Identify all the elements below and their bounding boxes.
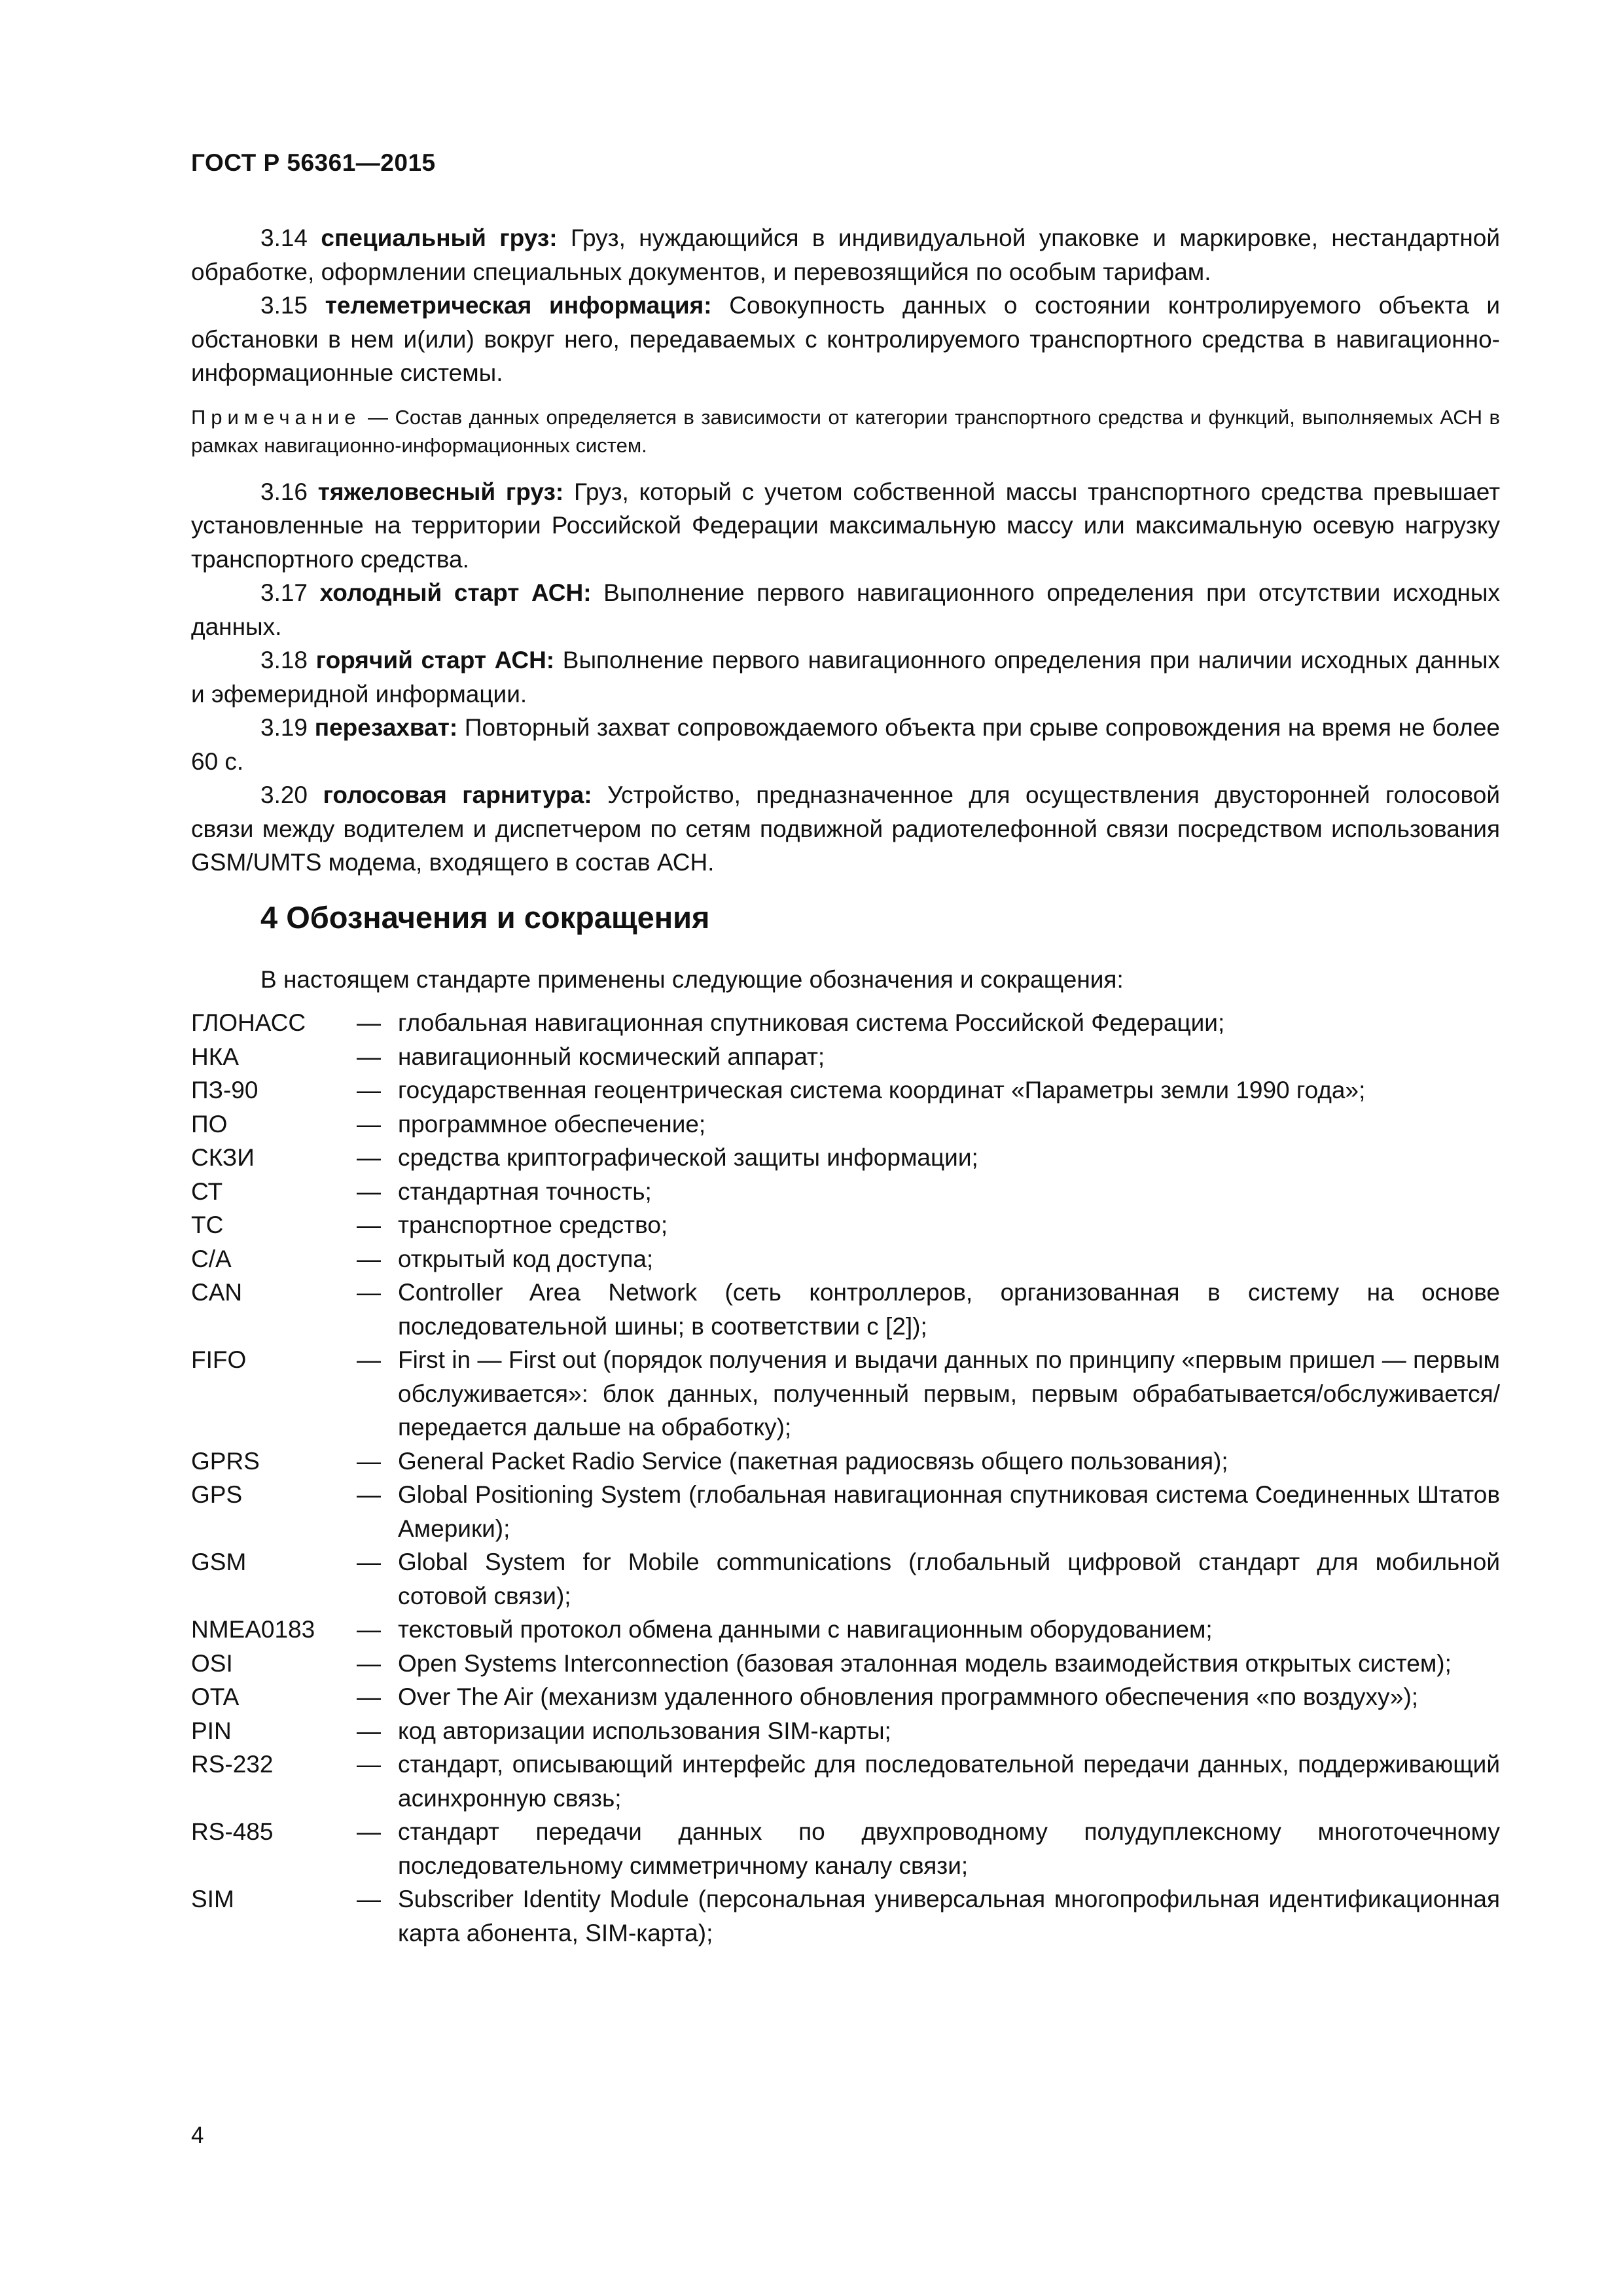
abbreviation-key: OTA (191, 1683, 240, 1710)
abbreviation-text: код авторизации использования SIM-карты; (398, 1717, 891, 1744)
abbreviation-row (191, 1815, 1500, 1882)
abbreviation-dash: — (357, 1043, 381, 1070)
definition-text: Груз, нуждающийся в индивидуальной упаковке и маркировке, нестандартной обработке, оформлении специальных документов, и перевозящийся по особым тарифам. (191, 224, 1501, 285)
abbreviation-dash: — (357, 1279, 381, 1306)
abbreviation-dash: — (357, 1751, 381, 1778)
abbreviation-key: GPS (191, 1481, 243, 1508)
abbreviation-dash: — (357, 1447, 381, 1475)
abbreviation-key: СТ (191, 1177, 223, 1205)
abbreviation-text: открытый код доступа; (398, 1245, 654, 1272)
abbreviation-dash: — (357, 1683, 381, 1710)
definition-text: Выполнение первого навигационного определения при наличии исходных данных и эфемеридной информации. (191, 647, 1501, 708)
abbreviation-key: ПО (191, 1110, 228, 1138)
definition-text: Повторный захват сопровождаемого объекта при срыве сопровождения на время не более 60 с. (191, 714, 1501, 775)
definition-text: Груз, который с учетом собственной массы транспортного средства превышает установленные на территории Российской Федерации максимальную массу или максимальную осевую нагрузку транспортного средства. (191, 478, 1501, 573)
abbreviation-dash: — (357, 1818, 381, 1845)
abbreviation-text: глобальная навигационная спутниковая система Российской Федерации; (398, 1009, 1225, 1036)
abbreviation-row (191, 1748, 1500, 1815)
abbreviation-dash: — (357, 1009, 381, 1036)
abbreviation-key: ГЛОНАСС (191, 1009, 306, 1036)
abbreviation-text: Global Positioning System (глобальная навигационная спутниковая система Соединенных Штатов Америки); (398, 1481, 1500, 1542)
definition-text: Выполнение первого навигационного определения при отсутствии исходных данных. (191, 579, 1501, 640)
abbreviation-row (191, 1343, 1500, 1444)
abbreviation-key: C/A (191, 1245, 232, 1272)
abbreviation-row (191, 1647, 1500, 1681)
note-label: Примечание (191, 405, 361, 429)
abbreviation-text: стандарт передачи данных по двухпроводному полудуплексному многоточечному последовательному симметричному каналу связи; (398, 1818, 1500, 1879)
abbreviation-text: Global System for Mobile communications (глобальный цифровой стандарт для мобильной сотовой связи); (398, 1549, 1500, 1609)
abbreviation-key: ПЗ-90 (191, 1077, 259, 1103)
definition-term: холодный старт АСН: (319, 579, 592, 606)
definition-number: 3.14 (260, 224, 308, 251)
definition-item (191, 576, 1500, 643)
definition-number: 3.19 (260, 714, 308, 741)
abbreviation-dash: — (357, 1717, 381, 1744)
abbreviation-dash: — (357, 1177, 381, 1205)
definition-item (191, 289, 1500, 390)
definition-item (191, 221, 1500, 289)
abbreviation-row (191, 1444, 1500, 1479)
definition-number: 3.15 (260, 292, 308, 319)
abbreviation-row (191, 1073, 1500, 1107)
abbreviation-row (191, 1141, 1500, 1175)
abbreviation-text: текстовый протокол обмена данными с навигационным оборудованием; (398, 1616, 1213, 1643)
definition-term: телеметрическая информация: (325, 292, 712, 319)
abbreviation-key: CAN (191, 1279, 243, 1306)
abbreviation-text: Subscriber Identity Module (персональная универсальная многопрофильная идентификационная карта абонента, SIM-карта); (398, 1886, 1500, 1946)
abbreviation-key: FIFO (191, 1346, 247, 1373)
abbreviation-key: OSI (191, 1649, 233, 1677)
abbreviation-key: GPRS (191, 1447, 260, 1475)
abbreviation-dash: — (357, 1649, 381, 1677)
abbreviation-text: Controller Area Network (сеть контроллеров, организованная в систему на основе последовательной шины; в соответствии с [2]); (398, 1279, 1500, 1340)
definition-item (191, 778, 1500, 880)
page-number: 4 (191, 2123, 204, 2148)
abbreviation-row (191, 1613, 1500, 1647)
abbreviation-dash: — (357, 1549, 381, 1575)
definition-number: 3.17 (260, 579, 308, 606)
abbreviation-dash: — (357, 1110, 381, 1138)
abbreviation-row (191, 1680, 1500, 1714)
definition-item (191, 643, 1500, 711)
abbreviation-text: General Packet Radio Service (пакетная радиосвязь общего пользования); (398, 1447, 1228, 1475)
abbreviation-dash: — (357, 1211, 381, 1238)
abbreviation-list (191, 1006, 1500, 1950)
abbreviation-key: SIM (191, 1886, 234, 1912)
abbreviation-text: навигационный космический аппарат; (398, 1043, 825, 1070)
definition-term: специальный груз: (321, 224, 558, 251)
abbreviation-text: государственная геоцентрическая система координат «Параметры земли 1990 года»; (398, 1077, 1366, 1103)
abbreviation-key: NMEA0183 (191, 1616, 315, 1643)
abbreviation-key: PIN (191, 1717, 232, 1744)
abbreviation-key: СКЗИ (191, 1144, 255, 1171)
abbreviation-dash: — (357, 1481, 381, 1508)
abbreviation-text: Open Systems Interconnection (базовая эталонная модель взаимодействия открытых систем); (398, 1649, 1452, 1677)
definition-item (191, 475, 1500, 577)
abbreviation-key: RS-485 (191, 1818, 274, 1845)
document-header: ГОСТ Р 56361—2015 (191, 149, 436, 176)
abbreviation-dash: — (357, 1245, 381, 1272)
definition-term: перезахват: (314, 714, 458, 741)
abbreviation-text: стандарт, описывающий интерфейс для последовательной передачи данных, поддерживающий асинхронную связь; (398, 1751, 1500, 1812)
abbreviation-dash: — (357, 1616, 381, 1643)
abbreviation-row (191, 1175, 1500, 1209)
definitions-block (191, 221, 1500, 880)
definition-number: 3.16 (260, 478, 308, 505)
abbreviation-row (191, 1478, 1500, 1545)
definition-item (191, 711, 1500, 778)
abbreviation-row (191, 1276, 1500, 1343)
section-title: 4 Обозначения и сокращения (260, 900, 710, 935)
abbreviation-text: First in — First out (порядок получения и выдачи данных по принципу «первым пришел — первым обслуживается»: блок данных, полученный первым, первым обрабатывается/обслуживается/передается дальше на обработку); (398, 1346, 1500, 1441)
abbreviation-dash: — (357, 1346, 381, 1373)
abbreviation-dash: — (357, 1144, 381, 1171)
note-text: — Состав данных определяется в зависимости от категории транспортного средства и функций, выполняемых АСН в рамках навигационно-информационных систем. (191, 405, 1500, 457)
abbreviation-row (191, 1040, 1500, 1074)
definition-number: 3.18 (260, 647, 308, 673)
abbreviation-text: Over The Air (механизм удаленного обновления программного обеспечения «по воздуху»); (398, 1683, 1419, 1710)
abbreviation-text: стандартная точность; (398, 1177, 652, 1205)
abbreviation-text: программное обеспечение; (398, 1110, 706, 1138)
abbreviation-text: средства криптографической защиты информации; (398, 1144, 978, 1171)
abbreviation-row (191, 1242, 1500, 1276)
abbreviation-row (191, 1006, 1500, 1040)
section-intro: В настоящем стандарте применены следующие обозначения и сокращения: (260, 966, 1124, 993)
note (191, 403, 1500, 459)
abbreviation-key: RS-232 (191, 1751, 274, 1778)
abbreviation-row (191, 1882, 1500, 1950)
definition-number: 3.20 (260, 781, 308, 808)
definition-term: голосовая гарнитура: (323, 781, 592, 808)
abbreviation-key: НКА (191, 1043, 239, 1070)
abbreviation-dash: — (357, 1886, 381, 1912)
abbreviation-row (191, 1208, 1500, 1242)
definition-term: горячий старт АСН: (315, 647, 555, 673)
abbreviation-dash: — (357, 1077, 381, 1103)
abbreviation-row (191, 1545, 1500, 1613)
abbreviation-row (191, 1714, 1500, 1748)
definition-text: Устройство, предназначенное для осуществления двусторонней голосовой связи между водителем и диспетчером по сетям подвижной радиотелефонной связи посредством использования GSM/UMTS модема, входящего в состав АСН. (191, 781, 1501, 876)
abbreviation-key: ТС (191, 1211, 224, 1238)
abbreviation-key: GSM (191, 1549, 247, 1575)
definition-term: тяжеловесный груз: (317, 478, 564, 505)
abbreviation-text: транспортное средство; (398, 1211, 668, 1238)
definition-text: Совокупность данных о состоянии контролируемого объекта и обстановки в нем и(или) вокруг него, передаваемых с контролируемого транспортного средства в навигационно-информационные системы. (191, 292, 1501, 386)
abbreviation-row (191, 1107, 1500, 1141)
